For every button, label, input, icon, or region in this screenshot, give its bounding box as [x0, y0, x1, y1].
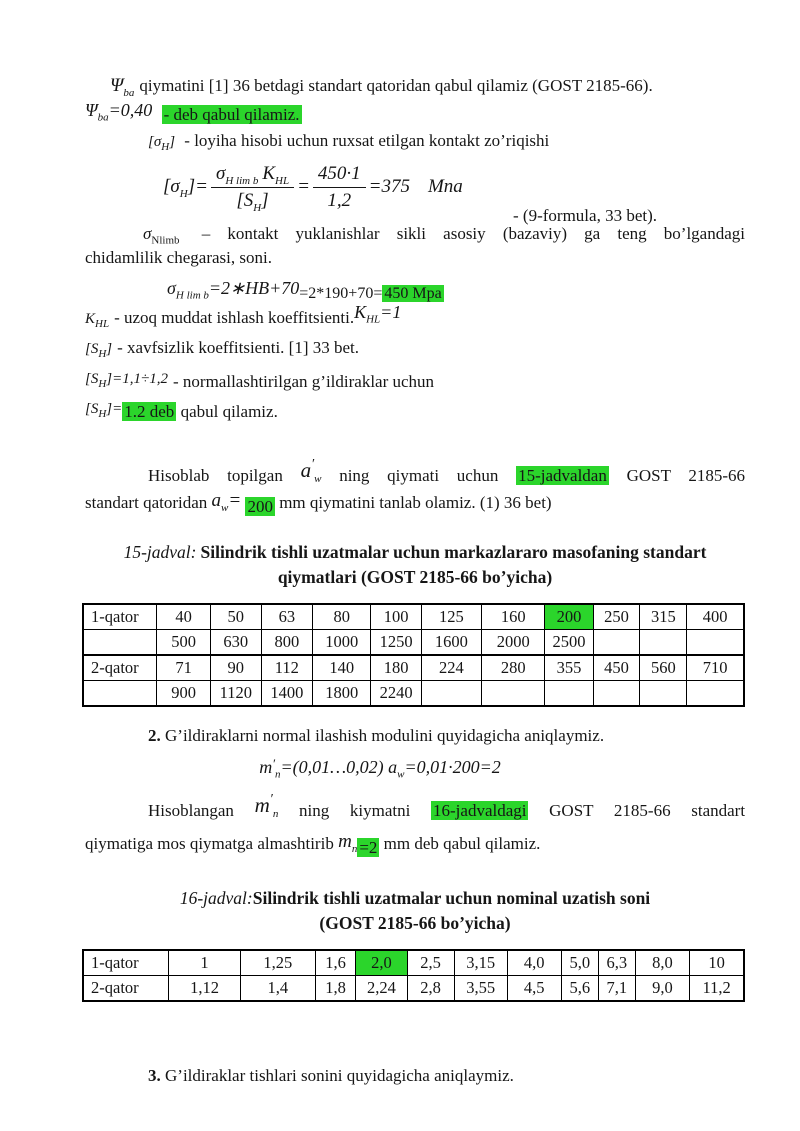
- table-cell: [640, 630, 687, 656]
- table-cell: 200: [545, 604, 593, 630]
- numeric-denominator: 1,2: [313, 187, 366, 213]
- equals-sign: =: [297, 176, 310, 197]
- nlimb-subscript: Nlimb: [151, 234, 180, 247]
- section-2-text: G’ildiraklarni normal ilashish modulini quyidagicha aniqlaymiz.: [160, 726, 605, 745]
- formula-result: =375: [368, 176, 410, 197]
- limb-evaluation: [299, 285, 443, 302]
- row-label-cell: [83, 630, 157, 656]
- table-15-caption: [85, 540, 745, 590]
- sigma-h-term: [148, 134, 176, 153]
- table-cell: 900: [157, 681, 210, 707]
- w-subscript: w: [221, 501, 229, 514]
- table-cell: 355: [545, 655, 593, 681]
- mn-text-2: ning kiymatni: [299, 801, 411, 820]
- sigma-hlimb-term: [167, 278, 300, 302]
- table-cell: 450: [593, 655, 640, 681]
- table-cell: 1000: [312, 630, 371, 656]
- s-subscript: H: [98, 408, 107, 420]
- m-glyph: m: [259, 757, 273, 777]
- a-glyph: a: [388, 757, 398, 777]
- khl-description: - uzoq muddat ishlash koeffitsienti.: [114, 308, 355, 327]
- table-16-title: Silindrik tishli uzatmalar uchun nominal uzatish soni: [252, 888, 651, 908]
- table-cell: 224: [421, 655, 481, 681]
- k-subscript: HL: [275, 174, 290, 187]
- table-cell: 5,6: [561, 976, 598, 1002]
- table-cell: 71: [157, 655, 210, 681]
- m-glyph: m: [254, 793, 270, 817]
- row-label-cell: 2-qator: [83, 976, 169, 1002]
- table-16-caption: [85, 886, 745, 936]
- table-cell: 1,12: [169, 976, 240, 1002]
- table-cell: 800: [261, 630, 312, 656]
- section-2-number: 2.: [148, 726, 161, 745]
- bracket-sigma: [σ: [163, 176, 180, 197]
- bracket-close: ]: [106, 341, 113, 357]
- table-cell: 2,24: [356, 976, 407, 1002]
- table-cell: 4,5: [507, 976, 561, 1002]
- table-15-label: 15-jadval:: [123, 542, 197, 562]
- khl-equals-one: =1: [380, 302, 402, 322]
- table-cell: [421, 681, 481, 707]
- table-row: [83, 976, 744, 1002]
- aw-line-2: [85, 488, 745, 518]
- mn-range: =(0,01…0,02): [280, 757, 384, 777]
- highlight-200: 200: [247, 497, 273, 516]
- intro-line-1: [85, 74, 745, 98]
- table-16-body: [83, 950, 744, 1001]
- khl-subscript: HL: [366, 313, 381, 326]
- equals-sign: ]=: [106, 401, 123, 417]
- table-cell: 2,8: [407, 976, 454, 1002]
- numeric-numerator: 450·1: [317, 162, 361, 184]
- m-prime-n-term: [254, 792, 279, 821]
- equals-sign: ]=: [187, 176, 208, 197]
- formula-9: [163, 160, 745, 214]
- formula-unit: Mna: [427, 176, 463, 197]
- table-cell: 2,5: [407, 950, 454, 976]
- table-row: [83, 950, 744, 976]
- m-prime-n-term: [259, 756, 384, 781]
- psi-glyph: Ψ: [110, 75, 124, 96]
- table-cell: 1,6: [315, 950, 355, 976]
- bracket-sigma: [σ: [148, 134, 162, 150]
- table-cell: 6,3: [599, 950, 636, 976]
- psi-glyph: Ψ: [85, 100, 98, 120]
- table-cell: 160: [482, 604, 545, 630]
- table-cell: 710: [687, 655, 744, 681]
- table-cell: [545, 681, 593, 707]
- aw-text-1: Hisoblab topilgan: [148, 466, 283, 485]
- mn-text-4: qiymatiga mos qiymatga almashtirib: [85, 834, 334, 853]
- table-cell: 3,15: [454, 950, 507, 976]
- table-cell: 1: [169, 950, 240, 976]
- sigma-subscript: H: [179, 187, 188, 200]
- table-cell: 1800: [312, 681, 371, 707]
- table-cell: 10: [690, 950, 744, 976]
- highlight-equals-2: =2: [359, 838, 378, 857]
- table-cell: 2000: [482, 630, 545, 656]
- table-cell: 1600: [421, 630, 481, 656]
- limit-text-1: – kontakt yuklanishlar sikli asosiy (bazaviy) ga teng bo’lgandagi: [201, 224, 746, 243]
- k-glyph: K: [85, 311, 96, 327]
- highlight-accepted: - deb qabul qilamiz.: [163, 105, 300, 124]
- table-cell: [482, 681, 545, 707]
- bracket-s: [S: [85, 371, 99, 387]
- mn-result: =0,01·200=2: [404, 757, 501, 777]
- table-cell: 90: [210, 655, 261, 681]
- table-16-label: 16-jadval:: [179, 888, 253, 908]
- table-16-title-line2: (GOST 2185-66 bo’yicha): [319, 913, 511, 933]
- limb-formula: [167, 276, 745, 302]
- mn-formula: [85, 750, 675, 781]
- table-15-body: [83, 604, 744, 706]
- table-cell: 630: [210, 630, 261, 656]
- psi-subscript: ba: [97, 111, 109, 124]
- sh-line-2: [85, 365, 745, 392]
- table-cell: [593, 630, 640, 656]
- khl-subscript: HL: [95, 318, 110, 330]
- aw-text-4: standart qatoridan: [85, 493, 208, 512]
- table-cell: 560: [640, 655, 687, 681]
- khl-value: [354, 302, 402, 326]
- bracket-close: ]: [261, 189, 269, 211]
- table-15-title: Silindrik tishli uzatmalar uchun markazlararo masofaning standart qiymatlari (GOST 2185-66 bo’yicha): [200, 542, 707, 587]
- table-cell: 5,0: [561, 950, 598, 976]
- k-glyph: K: [354, 302, 367, 322]
- section-3-text: G’ildiraklar tishlari sonini quyidagicha aniqlaymiz.: [160, 1066, 514, 1085]
- table-cell: 1250: [371, 630, 421, 656]
- table-cell: 140: [312, 655, 371, 681]
- a-glyph: a: [300, 458, 312, 482]
- table-cell: 180: [371, 655, 421, 681]
- sigma-glyph: σ: [167, 278, 176, 298]
- table-cell: 11,2: [690, 976, 744, 1002]
- khl-term: [85, 311, 110, 330]
- table-cell: 250: [593, 604, 640, 630]
- sigma-nlimb-term: [143, 224, 180, 247]
- mn-text-1: Hisoblangan: [148, 801, 234, 820]
- s-subscript: H: [253, 201, 262, 214]
- formula-9-caption: - (9-formula, 33 bet).: [513, 206, 657, 225]
- table-15: [82, 603, 745, 707]
- table-cell: 1400: [261, 681, 312, 707]
- s-subscript: H: [98, 348, 107, 360]
- table-cell: 3,55: [454, 976, 507, 1002]
- table-cell: 1,4: [240, 976, 315, 1002]
- table-cell: [687, 681, 744, 707]
- n-subscript: n: [275, 768, 281, 781]
- sh-range-term: [85, 371, 168, 390]
- psi-ba-value: [85, 100, 153, 124]
- section-3-number: 3.: [148, 1066, 161, 1085]
- w-subscript: w: [314, 473, 322, 486]
- sh-line-3: [85, 395, 745, 422]
- s-subscript: H: [98, 378, 107, 390]
- table-cell: 400: [687, 604, 744, 630]
- sh-chosen-term: [85, 401, 123, 420]
- n-subscript: n: [351, 842, 358, 855]
- limit-paragraph: [85, 222, 745, 270]
- table-cell: 500: [157, 630, 210, 656]
- bracket-close: ]: [169, 134, 176, 150]
- table-cell: 1,8: [315, 976, 355, 1002]
- prime-mark: ′: [272, 756, 276, 771]
- aw-equals-term: [211, 490, 242, 514]
- aw-text-5: mm qiymatini tanlab olamiz. (1) 36 bet): [279, 493, 552, 512]
- formula-9-block: [163, 160, 745, 225]
- table-16: [82, 949, 745, 1002]
- highlight-15-jadvaldan: 15-jadvaldan: [518, 466, 607, 485]
- table-cell: 280: [482, 655, 545, 681]
- intro-text: qiymatini [1] 36 betdagi standart qatoridan qabul qilamiz (GOST 2185-66).: [139, 76, 653, 95]
- sigma-h-description: - loyiha hisobi uchun ruxsat etilgan kontakt zo’riqishi: [184, 131, 550, 150]
- fraction-numerator: [211, 162, 294, 187]
- section-3-heading: [85, 1064, 745, 1088]
- sigma-limb-subscript: H lim b: [225, 174, 259, 187]
- sh-term: [85, 341, 113, 360]
- equals-sign: =: [228, 490, 242, 511]
- table-cell: 63: [261, 604, 312, 630]
- mn-text-3: GOST 2185-66 standart: [549, 801, 746, 820]
- formula-lhs: [163, 175, 208, 199]
- a-prime-w-term: [300, 457, 322, 486]
- prime-mark: ′: [311, 457, 315, 472]
- a-glyph: a: [211, 490, 222, 511]
- aw-line-1: [85, 450, 745, 488]
- psi-subscript: ba: [123, 86, 135, 99]
- bracket-s: [S: [85, 401, 99, 417]
- mn-line-2: [85, 824, 745, 864]
- row-label-cell: 1-qator: [83, 950, 169, 976]
- table-cell: 315: [640, 604, 687, 630]
- row-label-cell: [83, 681, 157, 707]
- section-2-heading: [85, 724, 745, 748]
- aw-paragraph: [85, 450, 745, 518]
- sh-description: - xavfsizlik koeffitsienti. [1] 33 bet.: [117, 338, 360, 357]
- limb-numbers: =2*190+70=: [299, 285, 383, 302]
- bracket-s: [S: [85, 341, 99, 357]
- sh-chosen-text: qabul qilamiz.: [180, 402, 278, 421]
- table-cell: [593, 681, 640, 707]
- limb-expression: =2∗HB+70: [208, 278, 300, 298]
- row-label-cell: 2-qator: [83, 655, 157, 681]
- table-cell: 125: [421, 604, 481, 630]
- sh-range-description: - normallashtirilgan g’ildiraklar uchun: [173, 372, 435, 391]
- table-row: [83, 681, 744, 707]
- fraction-numeric: [313, 162, 366, 213]
- table-cell: 4,0: [507, 950, 561, 976]
- aw-text-3: GOST 2185-66: [626, 466, 746, 485]
- table-cell: 112: [261, 655, 312, 681]
- mn-term: [338, 831, 358, 855]
- table-cell: [640, 681, 687, 707]
- mn-paragraph: [85, 784, 745, 864]
- table-cell: 9,0: [635, 976, 690, 1002]
- row-label-cell: 1-qator: [83, 604, 157, 630]
- intro-line-2: [85, 98, 745, 123]
- w-subscript: w: [397, 768, 405, 781]
- table-cell: [687, 630, 744, 656]
- prime-mark: ′: [269, 792, 273, 807]
- fraction-denominator: [211, 187, 294, 213]
- hlimb-subscript: H lim b: [175, 289, 209, 302]
- table-row: [83, 604, 744, 630]
- table-cell: 80: [312, 604, 371, 630]
- table-cell: 1,25: [240, 950, 315, 976]
- table-cell: 2,0: [356, 950, 407, 976]
- table-cell: 2500: [545, 630, 593, 656]
- sh-line-1: [85, 335, 745, 362]
- khl-line: [85, 302, 745, 332]
- table-cell: 2240: [371, 681, 421, 707]
- sigma-h-definition: [85, 129, 745, 154]
- mn-text-5: mm deb qabul qilamiz.: [383, 834, 541, 853]
- table-cell: 40: [157, 604, 210, 630]
- table-cell: 1120: [210, 681, 261, 707]
- highlight-450-mpa: 450 Mpa: [384, 285, 442, 302]
- table-cell: 100: [371, 604, 421, 630]
- table-row: [83, 630, 744, 656]
- table-cell: 8,0: [635, 950, 690, 976]
- n-subscript: n: [272, 808, 279, 821]
- highlight-16-jadvaldagi: 16-jadvaldagi: [433, 801, 527, 820]
- sh-range-value: ]=1,1÷1,2: [106, 371, 168, 387]
- limit-line-2: chidamlilik chegarasi, soni.: [85, 248, 272, 267]
- sigma-glyph: σ: [143, 224, 152, 243]
- aw-factor-term: [388, 757, 501, 781]
- fraction-symbolic: [211, 162, 294, 213]
- sigma-subscript: H: [161, 141, 170, 153]
- table-row: [83, 655, 744, 681]
- psi-ba-symbol: [110, 75, 135, 99]
- table-cell: 50: [210, 604, 261, 630]
- psi-value: =0,40: [108, 100, 153, 120]
- highlight-1-2-deb: 1.2 deb: [124, 402, 175, 421]
- m-glyph: m: [338, 831, 352, 852]
- bracket-s: [S: [236, 189, 254, 211]
- aw-text-2: ning qiymati uchun: [339, 466, 499, 485]
- k-glyph: K: [262, 162, 275, 184]
- mn-line-1: [85, 784, 745, 824]
- sigma-glyph: σ: [215, 162, 226, 184]
- table-cell: 7,1: [599, 976, 636, 1002]
